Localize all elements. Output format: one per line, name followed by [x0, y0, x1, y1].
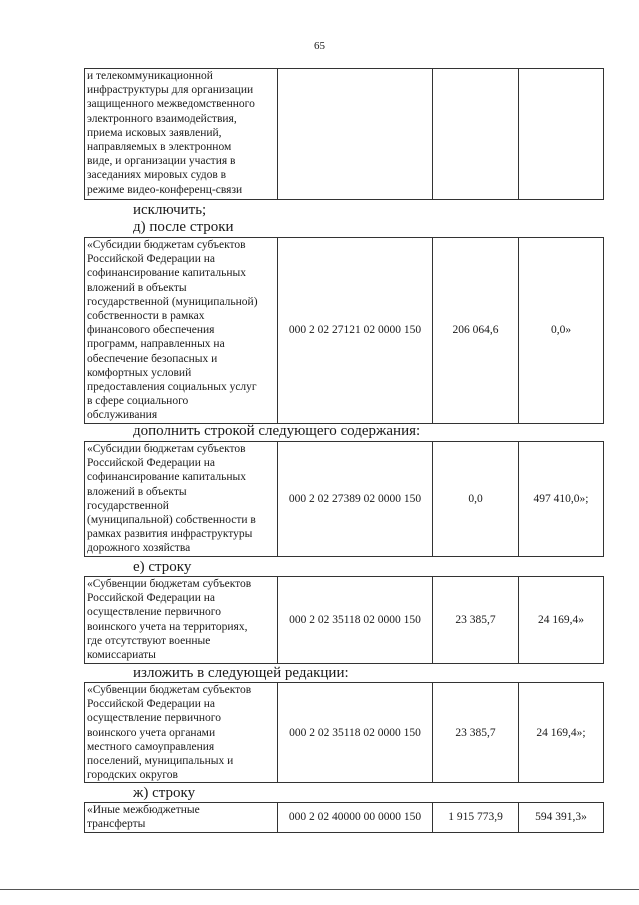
name-line: государственной (муниципальной) — [87, 295, 258, 308]
name-line: «Субсидии бюджетам субъектов — [87, 443, 246, 455]
budget-code: 000 2 02 35118 02 0000 150 — [278, 683, 433, 783]
name-line: местного самоуправления — [87, 740, 215, 753]
name-line: и телекоммуникационной — [87, 70, 213, 82]
caption-row-zh: ж) строку — [133, 785, 196, 801]
caption-add-row: дополнить строкой следующего содержания: — [133, 423, 421, 439]
name-line: городских округов — [87, 769, 178, 782]
name-line: где отсутствуют военные — [87, 634, 211, 647]
name-line: дорожного хозяйства — [87, 542, 191, 555]
table-row — [85, 238, 604, 424]
budget-code: 000 2 02 27389 02 0000 150 — [278, 442, 433, 557]
row-name — [85, 69, 278, 200]
name-line: софинансирование капитальных — [87, 267, 246, 280]
name-line: Российской Федерации на — [87, 253, 215, 266]
name-line: электронного взаимодействия, — [87, 112, 237, 125]
row-name — [85, 238, 278, 424]
bottom-divider — [0, 889, 639, 890]
row-name — [85, 803, 278, 833]
value-2: 24 169,4»; — [519, 683, 604, 783]
value-1: 0,0 — [433, 442, 519, 557]
name-line: финансового обеспечения — [87, 324, 215, 337]
value-1: 206 064,6 — [433, 238, 519, 424]
caption-row: е) строку — [133, 559, 192, 575]
budget-table-row-4 — [84, 576, 604, 664]
name-line: государственной — [87, 499, 169, 512]
table-row — [85, 442, 604, 557]
budget-table-row-6 — [84, 802, 604, 833]
value-1 — [433, 69, 519, 200]
budget-code: 000 2 02 40000 00 0000 150 — [278, 803, 433, 833]
name-line: «Субсидии бюджетам субъектов — [87, 239, 246, 251]
name-line: воинского учета на территориях, — [87, 620, 248, 633]
budget-code: 000 2 02 35118 02 0000 150 — [278, 577, 433, 664]
value-2: 497 410,0»; — [519, 442, 604, 557]
value-2 — [519, 69, 604, 200]
name-line: предоставления социальных услуг — [87, 381, 257, 394]
name-line: софинансирование капитальных — [87, 471, 246, 484]
caption-restate: изложить в следующей редакции: — [133, 665, 349, 681]
table-row — [85, 577, 604, 664]
value-2: 0,0» — [519, 238, 604, 424]
name-line: поселений, муниципальных и — [87, 755, 234, 768]
name-line: обслуживания — [87, 409, 158, 422]
name-line: «Субвенции бюджетам субъектов — [87, 684, 252, 696]
name-line: осуществление первичного — [87, 712, 221, 725]
value-2: 24 169,4» — [519, 577, 604, 664]
name-line: режиме видео-конференц-связи — [87, 183, 243, 196]
name-line: защищенного межведомственного — [87, 98, 255, 111]
table-row — [85, 683, 604, 783]
name-line: собственности в рамках — [87, 310, 205, 323]
budget-code — [278, 69, 433, 200]
name-line: трансферты — [87, 818, 146, 831]
value-1: 1 915 773,9 — [433, 803, 519, 833]
name-line: вложений в объекты — [87, 281, 187, 294]
name-line: приема исковых заявлений, — [87, 126, 222, 139]
name-line: «Иные межбюджетные — [87, 804, 200, 816]
name-line: осуществление первичного — [87, 606, 221, 619]
name-line: «Субвенции бюджетам субъектов — [87, 578, 252, 590]
value-1: 23 385,7 — [433, 577, 519, 664]
budget-table-row-3 — [84, 441, 604, 557]
value-1: 23 385,7 — [433, 683, 519, 783]
name-line: направляемых в электронном — [87, 141, 232, 154]
name-line: Российской Федерации на — [87, 457, 215, 470]
table-row — [85, 69, 604, 200]
budget-table-row-2 — [84, 237, 604, 424]
budget-table-row-5 — [84, 682, 604, 783]
name-line: вложений в объекты — [87, 485, 187, 498]
name-line: инфраструктуры для организации — [87, 84, 254, 97]
name-line: программ, направленных на — [87, 338, 225, 351]
table-row — [85, 803, 604, 833]
value-2: 594 391,3» — [519, 803, 604, 833]
row-name — [85, 577, 278, 664]
name-line: (муниципальной) собственности в — [87, 514, 256, 527]
name-line: Российской Федерации на — [87, 698, 215, 711]
budget-table-row-1 — [84, 68, 604, 200]
row-name — [85, 442, 278, 557]
name-line: комфортных условий — [87, 366, 192, 379]
name-line: комиссариаты — [87, 649, 156, 662]
page-number: 65 — [314, 40, 325, 52]
row-name — [85, 683, 278, 783]
caption-after-row: д) после строки — [133, 219, 234, 235]
name-line: в сфере социального — [87, 395, 189, 408]
name-line: воинского учета органами — [87, 726, 216, 739]
name-line: обеспечение безопасных и — [87, 352, 218, 365]
name-line: виде, и организации участия в — [87, 155, 236, 168]
caption-exclude: исключить; — [133, 202, 207, 218]
budget-code: 000 2 02 27121 02 0000 150 — [278, 238, 433, 424]
name-line: рамках развития инфраструктуры — [87, 528, 253, 541]
name-line: заседаниях мировых судов в — [87, 169, 227, 182]
name-line: Российской Федерации на — [87, 592, 215, 605]
